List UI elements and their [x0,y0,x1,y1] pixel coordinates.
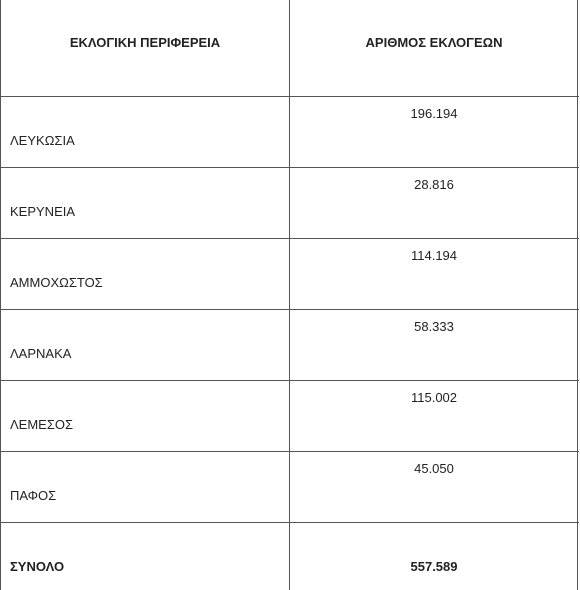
district-name: ΛΕΜΕΣΟΣ [10,417,74,432]
district-name: ΛΑΡΝΑΚΑ [10,346,72,361]
district-name: ΠΑΦΟΣ [10,488,57,503]
header-cell-district [1,0,290,96]
voters-count: 45.050 [414,461,454,476]
district-cell [1,97,290,167]
voters-count: 114.194 [410,248,458,263]
header-voters-label: ΑΡΙΘΜΟΣ ΕΚΛΟΓΕΩΝ [365,35,503,50]
table-row [1,168,579,239]
voters-count: 28.816 [414,177,454,192]
total-label-cell [1,523,290,590]
header-district-label: ΕΚΛΟΓΙΚΗ ΠΕΡΙΦΕΡΕΙΑ [69,35,221,50]
voters-cell [290,310,578,380]
voters-cell [290,97,578,167]
district-cell [1,452,290,522]
district-cell [1,381,290,451]
table-total-row [1,523,579,590]
header-cell-voters [290,0,578,96]
table-row [1,381,579,452]
voters-cell [290,381,578,451]
district-name: ΛΕΥΚΩΣΙΑ [10,133,75,148]
district-cell [1,168,290,238]
table-header-row [1,0,579,97]
voters-cell [290,239,578,309]
voters-count: 115.002 [410,390,458,405]
district-name: ΑΜΜΟΧΩΣΤΟΣ [10,275,103,290]
table-row [1,97,579,168]
district-cell [1,310,290,380]
voters-cell [290,168,578,238]
district-cell [1,239,290,309]
table-row [1,310,579,381]
table-row [1,239,579,310]
total-value-cell [290,523,578,590]
district-name: ΚΕΡΥΝΕΙΑ [10,204,76,219]
table-row [1,452,579,523]
total-value: 557.589 [410,559,458,574]
total-label: ΣΥΝΟΛΟ [10,559,65,574]
voters-count: 58.333 [414,319,454,334]
voters-count: 196.194 [410,106,458,121]
voters-cell [290,452,578,522]
